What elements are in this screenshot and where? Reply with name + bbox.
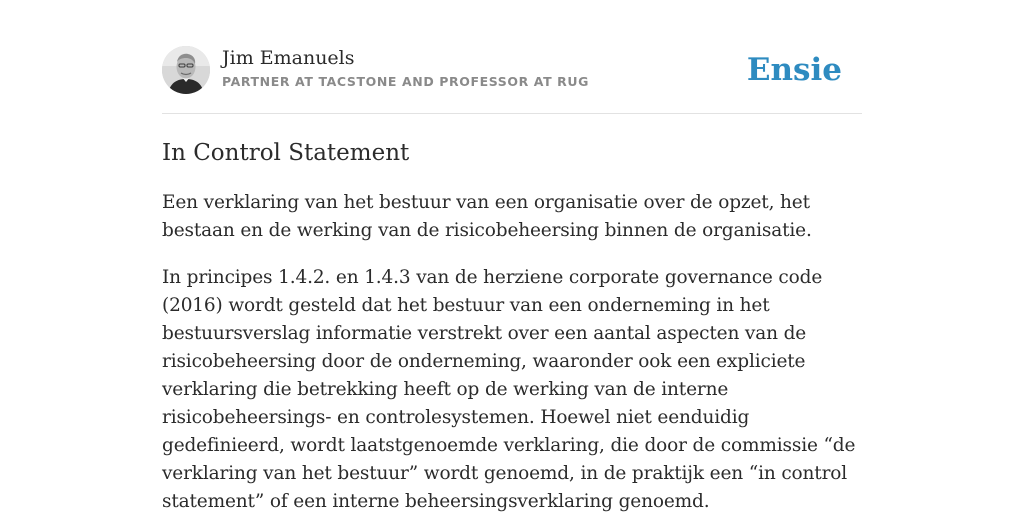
- article-body: [162, 138, 862, 512]
- author-header: [162, 46, 862, 96]
- ensie-logo[interactable]: Ensie: [746, 52, 842, 88]
- article-title: In Control Statement: [162, 140, 410, 166]
- author-role: PARTNER AT TACSTONE AND PROFESSOR AT RUG: [222, 74, 589, 89]
- author-name[interactable]: Jim Emanuels: [222, 47, 355, 69]
- article-paragraph: Een verklaring van het bestuur van een organisatie over de opzet, het bestaan en de werking van de risicobeheersing binnen de organisatie.: [162, 192, 812, 241]
- article-paragraph: In principes 1.4.2. en 1.4.3 van de herziene corporate governance code (2016) wordt gesteld dat het bestuur van een onderneming in het bestuursverslag informatie verstrekt over een aantal aspecten van de risicobeheersing door de onderneming, waaronder ook een expliciete verklaring die betrekking heeft op de werking van de interne risicobeheersings- en controlesystemen. Hoewel niet eenduidig gedefinieerd, wordt laatstgenoemde verklaring, die door de commissie “de verklaring van het bestuur” wordt genoemd, in de praktijk een “in control statement” of een interne beheersingsverklaring genoemd.: [162, 267, 856, 512]
- author-avatar[interactable]: [162, 46, 210, 94]
- avatar-portrait-icon: [162, 46, 210, 94]
- header-divider: [162, 113, 862, 114]
